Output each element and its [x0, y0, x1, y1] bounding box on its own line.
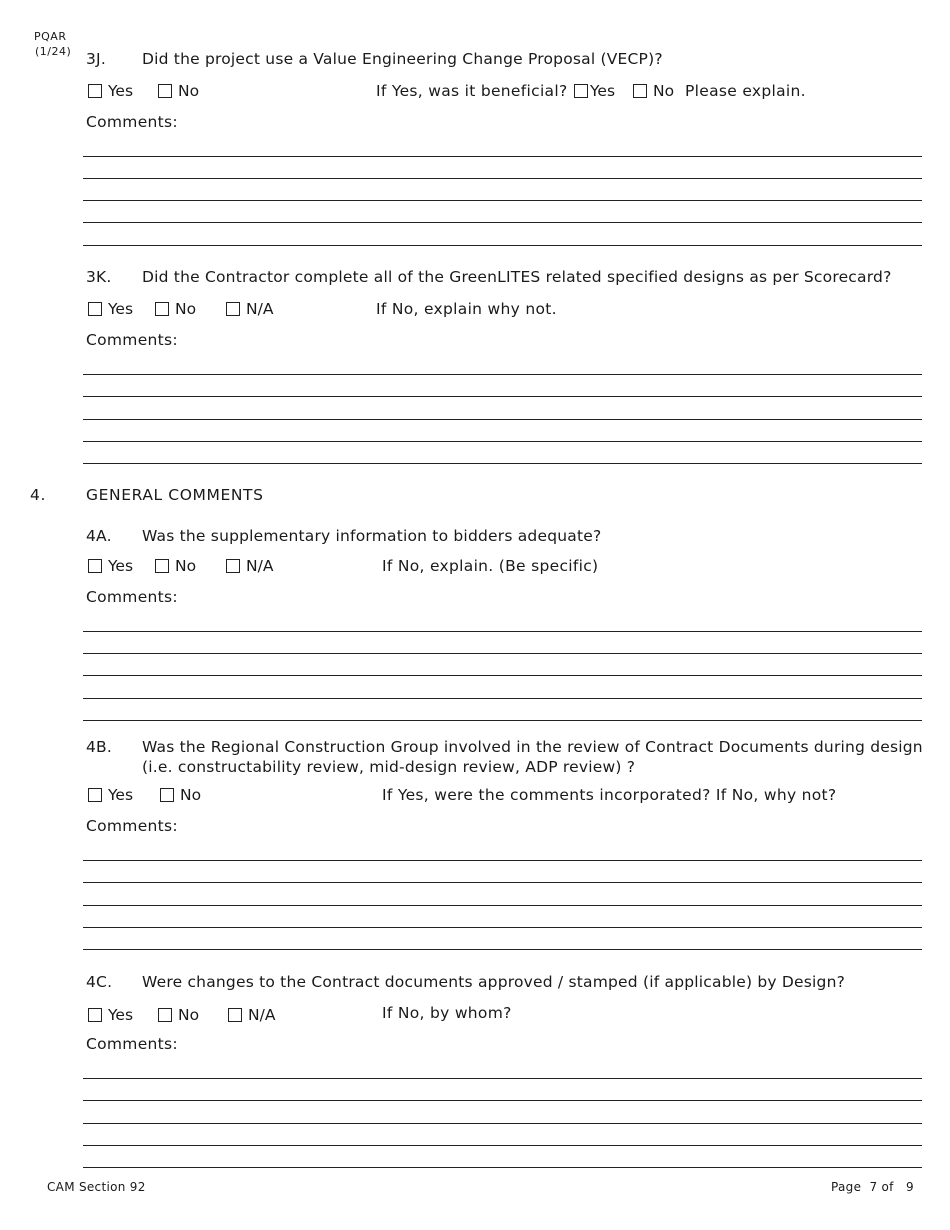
na-checkbox[interactable]	[226, 557, 273, 575]
checkbox-box[interactable]	[88, 302, 102, 316]
checkbox-box[interactable]	[88, 1008, 102, 1022]
checkbox-box[interactable]	[158, 84, 172, 98]
section-title: GENERAL COMMENTS	[86, 486, 264, 504]
checkbox-label: No	[178, 1006, 200, 1024]
question-text: Did the Contractor complete all of the GreenLITES related specified designs as per Scorecard?	[142, 268, 892, 286]
checkbox-label: No	[180, 786, 202, 804]
checkbox-label: Yes	[108, 1006, 134, 1024]
yes-checkbox[interactable]	[88, 82, 133, 100]
comments-label: Comments:	[86, 588, 178, 606]
comment-line[interactable]	[83, 949, 922, 950]
comment-line[interactable]	[83, 927, 922, 928]
yes-checkbox[interactable]	[88, 1006, 133, 1024]
question-3j	[86, 50, 663, 68]
yes-checkbox[interactable]	[88, 557, 133, 575]
question-4b	[86, 738, 923, 756]
checkbox-label: No	[653, 82, 675, 100]
comment-line[interactable]	[83, 1078, 922, 1079]
checkbox-box[interactable]	[574, 84, 588, 98]
comment-line[interactable]	[83, 698, 922, 699]
checkbox-label: N/A	[246, 557, 274, 575]
question-text: Was the supplementary information to bidders adequate?	[142, 527, 602, 545]
comment-line[interactable]	[83, 200, 922, 201]
question-number: 3K.	[86, 268, 112, 286]
checkbox-label: N/A	[246, 300, 274, 318]
comments-label: Comments:	[86, 113, 178, 131]
followup-tail: Please explain.	[685, 82, 806, 100]
checkbox-label: Yes	[108, 557, 134, 575]
yes-checkbox[interactable]	[88, 786, 133, 804]
followup-prompt: If No, explain. (Be specific)	[382, 557, 599, 575]
checkbox-label: Yes	[590, 82, 616, 100]
question-number: 4B.	[86, 738, 113, 756]
question-text: Were changes to the Contract documents approved / stamped (if applicable) by Design?	[142, 973, 846, 991]
footer-section: CAM Section 92	[47, 1180, 146, 1194]
followup-prompt: If No, explain why not.	[376, 300, 557, 318]
comment-line[interactable]	[83, 1145, 922, 1146]
comment-line[interactable]	[83, 653, 922, 654]
checkbox-label: Yes	[108, 82, 134, 100]
comment-line[interactable]	[83, 905, 922, 906]
followup-prompt: If Yes, were the comments incorporated? If No, why not?	[382, 786, 837, 804]
comment-line[interactable]	[83, 245, 922, 246]
checkbox-label: Yes	[108, 786, 134, 804]
question-4b-line2: (i.e. constructability review, mid-design review, ADP review) ?	[142, 758, 636, 776]
no-checkbox[interactable]	[155, 557, 196, 575]
comment-line[interactable]	[83, 441, 922, 442]
comment-line[interactable]	[83, 675, 922, 676]
no-checkbox[interactable]	[160, 786, 201, 804]
question-4c	[86, 973, 845, 991]
na-checkbox[interactable]	[226, 300, 273, 318]
no-checkbox[interactable]	[158, 82, 199, 100]
na-checkbox[interactable]	[228, 1006, 275, 1024]
followup-no-checkbox[interactable]	[633, 82, 674, 100]
question-4a	[86, 527, 601, 545]
comment-line[interactable]	[83, 463, 922, 464]
question-3k	[86, 268, 892, 286]
checkbox-box[interactable]	[155, 559, 169, 573]
comments-label: Comments:	[86, 331, 178, 349]
question-text: Was the Regional Construction Group involved in the review of Contract Documents during design	[142, 738, 923, 756]
checkbox-label: No	[178, 82, 200, 100]
comment-line[interactable]	[83, 860, 922, 861]
comment-line[interactable]	[83, 882, 922, 883]
no-checkbox[interactable]	[155, 300, 196, 318]
comment-line[interactable]	[83, 419, 922, 420]
comment-line[interactable]	[83, 631, 922, 632]
checkbox-box[interactable]	[88, 559, 102, 573]
checkbox-label: Yes	[108, 300, 134, 318]
checkbox-box[interactable]	[88, 788, 102, 802]
checkbox-box[interactable]	[226, 559, 240, 573]
comments-label: Comments:	[86, 1035, 178, 1053]
checkbox-box[interactable]	[160, 788, 174, 802]
checkbox-box[interactable]	[158, 1008, 172, 1022]
form-date: (1/24)	[35, 45, 72, 58]
checkbox-box[interactable]	[155, 302, 169, 316]
page-number: Page 7 of 9	[831, 1180, 914, 1194]
checkbox-box[interactable]	[633, 84, 647, 98]
followup-yes-checkbox[interactable]	[574, 82, 615, 100]
checkbox-box[interactable]	[228, 1008, 242, 1022]
comment-line[interactable]	[83, 396, 922, 397]
checkbox-label: No	[175, 300, 197, 318]
no-checkbox[interactable]	[158, 1006, 199, 1024]
question-text: Did the project use a Value Engineering Change Proposal (VECP)?	[142, 50, 663, 68]
form-id: PQAR	[34, 30, 67, 43]
comment-line[interactable]	[83, 374, 922, 375]
followup-prompt: If No, by whom?	[382, 1004, 512, 1022]
question-number: 3J.	[86, 50, 106, 68]
checkbox-label: N/A	[248, 1006, 276, 1024]
question-number: 4C.	[86, 973, 113, 991]
comment-line[interactable]	[83, 1167, 922, 1168]
comment-line[interactable]	[83, 156, 922, 157]
comment-line[interactable]	[83, 1100, 922, 1101]
comment-line[interactable]	[83, 222, 922, 223]
comments-label: Comments:	[86, 817, 178, 835]
checkbox-label: No	[175, 557, 197, 575]
yes-checkbox[interactable]	[88, 300, 133, 318]
section-number: 4.	[30, 486, 46, 504]
checkbox-box[interactable]	[88, 84, 102, 98]
checkbox-box[interactable]	[226, 302, 240, 316]
question-number: 4A.	[86, 527, 112, 545]
followup-prompt: If Yes, was it beneficial?	[376, 82, 568, 100]
comment-line[interactable]	[83, 720, 922, 721]
comment-line[interactable]	[83, 1123, 922, 1124]
comment-line[interactable]	[83, 178, 922, 179]
